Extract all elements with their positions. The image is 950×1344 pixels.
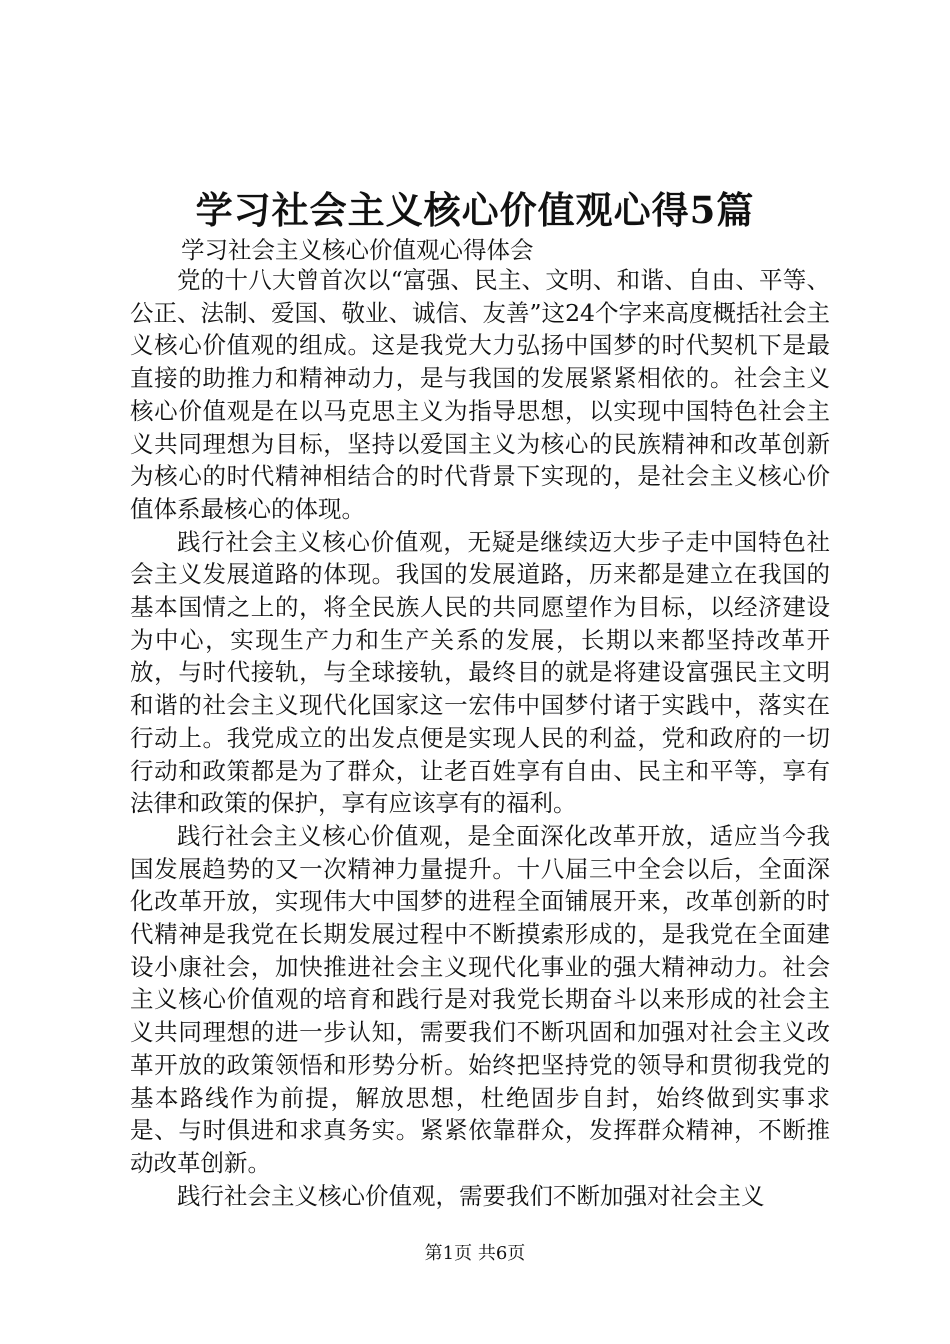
paragraph-2: 践行社会主义核心价值观，无疑是继续迈大步子走中国特色社会主义发展道路的体现。我国的发展道路，历来都是建立在我国的基本国情之上的，将全民族人民的共同愿望作为目标，以经济建设为中心，实现生产力和生产关系的发展，长期以来都坚持改革开放，与时代接轨，与全球接轨，最终目的就是将建设富强民主文明和谐的社会主义现代化国家这一宏伟中国梦付诸于实践中，落实在行动上。我党成立的出发点便是实现人民的利益，党和政府的一切行动和政策都是为了群众，让老百姓享有自由、民主和平等，享有法律和政策的保护，享有应该享有的福利。 [130,527,830,818]
paragraph-4: 践行社会主义核心价值观，需要我们不断加强对社会主义 [177,1181,765,1210]
document-subtitle: 学习社会主义核心价值观心得体会 [181,236,534,264]
document-title: 学习社会主义核心价值观心得5篇 [195,188,755,232]
paragraph-1: 党的十八大曾首次以“富强、民主、文明、和谐、自由、平等、公正、法制、爱国、敬业、诚信、友善”这24个字来高度概括社会主义核心价值观的组成。这是我党大力弘扬中国梦的时代契机下是最直接的助推力和精神动力，是与我国的发展紧紧相依的。社会主义核心价值观是在以马克思主义为指导思想，以实现中国特色社会主义共同理想为目标，坚持以爱国主义为核心的民族精神和改革创新为核心的时代精神相结合的时代背景下实现的，是社会主义核心价值体系最核心的体现。 [130,266,830,523]
paragraph-3: 践行社会主义核心价值观，是全面深化改革开放，适应当今我国发展趋势的又一次精神力量提升。十八届三中全会以后，全面深化改革开放，实现伟大中国梦的进程全面铺展开来，改革创新的时代精神是我党在长期发展过程中不断摸索形成的，是我党在全面建设小康社会，加快推进社会主义现代化事业的强大精神动力。社会主义核心价值观的培育和践行是对我党长期奋斗以来形成的社会主义共同理想的进一步认知，需要我们不断巩固和加强对社会主义改革开放的政策领悟和形势分析。始终把坚持党的领导和贯彻我党的基本路线作为前提，解放思想，杜绝固步自封，始终做到实事求是、与时俱进和求真务实。紧紧依靠群众，发挥群众精神，不断推动改革创新。 [130,821,830,1177]
page-number-footer: 第1页 共6页 [424,1243,526,1264]
document-body [130,264,830,1212]
